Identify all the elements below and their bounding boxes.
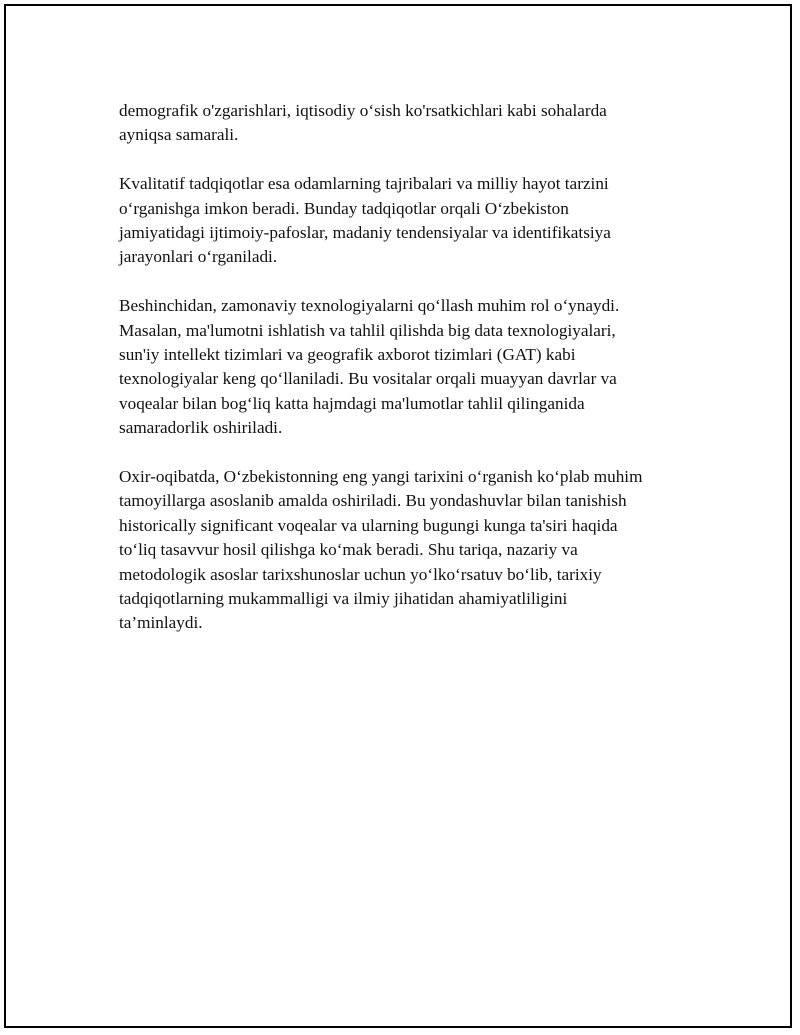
text-line: voqealar bilan bogʻliq katta hajmdagi ma'lumotlar tahlil qilinganida bbox=[119, 393, 585, 413]
paragraph-4 bbox=[119, 465, 699, 636]
text-line: jarayonlari oʻrganiladi. bbox=[119, 247, 278, 267]
document-body bbox=[119, 99, 699, 660]
text-line: samaradorlik oshiriladi. bbox=[119, 418, 283, 438]
text-line: Masalan, ma'lumotni ishlatish va tahlil qilishda big data texnologiyalari, bbox=[119, 320, 616, 340]
text-line: Kvalitatif tadqiqotlar esa odamlarning tajribalari va milliy hayot tarzini bbox=[119, 174, 609, 194]
text-line: tamoyillarga asoslanib amalda oshiriladi. Bu yondashuvlar bilan tanishish bbox=[119, 491, 627, 511]
text-line: tadqiqotlarning mukammalligi va ilmiy jihatidan ahamiyatliligini bbox=[119, 589, 568, 609]
text-line: ta’minlaydi. bbox=[119, 613, 203, 633]
text-line: toʻliq tasavvur hosil qilishga koʻmak beradi. Shu tariqa, nazariy va bbox=[119, 540, 578, 560]
page-frame bbox=[4, 4, 792, 1028]
text-line: sun'iy intellekt tizimlari va geografik axborot tizimlari (GAT) kabi bbox=[119, 345, 576, 365]
text-line: texnologiyalar keng qoʻllaniladi. Bu vositalar orqali muayyan davrlar va bbox=[119, 369, 617, 389]
paragraph-2 bbox=[119, 172, 699, 270]
paragraph-3 bbox=[119, 294, 699, 440]
text-line: demografik o'zgarishlari, iqtisodiy oʻsish ko'rsatkichlari kabi sohalarda bbox=[119, 101, 607, 120]
text-line: Oxir-oqibatda, Oʻzbekistonning eng yangi tarixini oʻrganish koʻplab muhim bbox=[119, 467, 643, 487]
text-line: ayniqsa samarali. bbox=[119, 125, 239, 145]
text-line: oʻrganishga imkon beradi. Bunday tadqiqotlar orqali Oʻzbekiston bbox=[119, 198, 569, 218]
text-line: historically significant voqealar va ularning bugungi kunga ta'siri haqida bbox=[119, 515, 618, 535]
text-line: Beshinchidan, zamonaviy texnologiyalarni qoʻllash muhim rol oʻynaydi. bbox=[119, 296, 620, 316]
text-line: metodologik asoslar tarixshunoslar uchun yoʻlkoʻrsatuv boʻlib, tarixiy bbox=[119, 564, 602, 584]
text-line: jamiyatidagi ijtimoiy-pafoslar, madaniy tendensiyalar va identifikatsiya bbox=[119, 223, 611, 243]
paragraph-1 bbox=[119, 99, 699, 148]
